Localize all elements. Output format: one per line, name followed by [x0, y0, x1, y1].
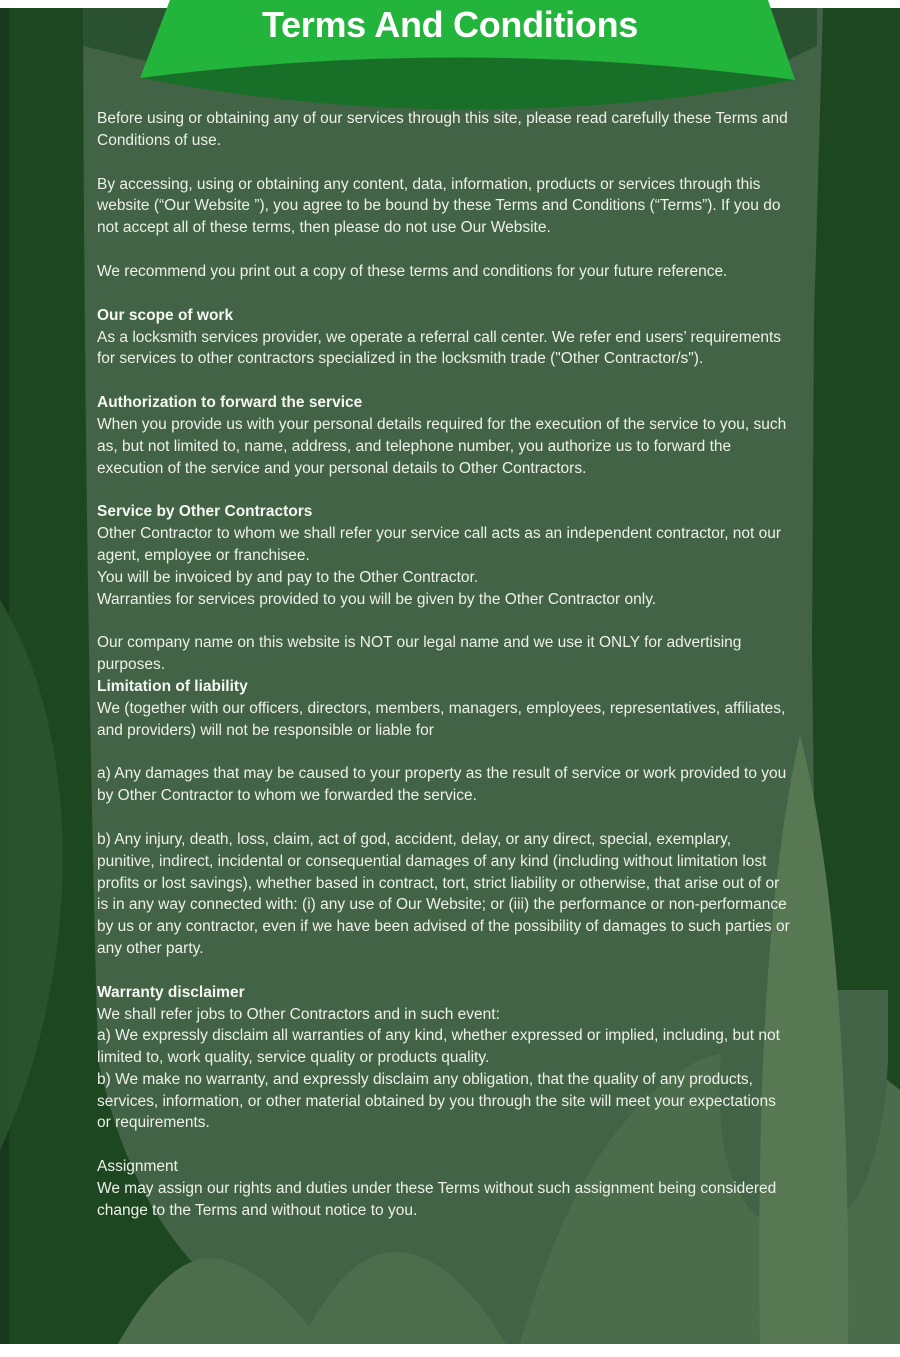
section-heading: Limitation of liability	[97, 677, 248, 695]
terms-paragraph: By accessing, using or obtaining any content, data, information, products or services through this website (“Our Website ”), you agree to be bound by these Terms and Conditions (“Terms”). If you do not accept all of these terms, then please do not use Our Website.	[97, 175, 781, 237]
terms-paragraph: When you provide us with your personal details required for the execution of the service to you, such as, but not limited to, name, address, and telephone number, you authorize us to forward the execution of the service and your personal details to Other Contractors.	[97, 415, 787, 477]
section-heading: Service by Other Contractors	[97, 503, 313, 521]
terms-paragraph: Our company name on this website is NOT our legal name and we use it ONLY for advertising purposes.	[97, 634, 742, 674]
terms-paragraph: Warranties for services provided to you will be given by the Other Contractor only.	[97, 590, 657, 608]
terms-paragraph: We may assign our rights and duties under these Terms without such assignment being considered change to the Terms and without notice to you.	[97, 1180, 777, 1219]
terms-paragraph: We shall refer jobs to Other Contractors and in such event:	[97, 1005, 500, 1023]
terms-paragraph: You will be invoiced by and pay to the Other Contractor.	[97, 568, 479, 586]
terms-paragraph: b) We make no warranty, and expressly disclaim any obligation, that the quality of any products, services, information, or other material obtained by you through the site will meet your expectations or requirements.	[97, 1070, 776, 1132]
terms-paragraph: We (together with our officers, directors, members, managers, employees, representatives, affiliates, and providers) will not be responsible or liable for	[97, 699, 786, 739]
section-heading: Warranty disclaimer	[97, 983, 245, 1001]
section-heading: Authorization to forward the service	[97, 394, 363, 412]
terms-paragraph: As a locksmith services provider, we operate a referral call center. We refer end users’ requirements for services to other contractors specialized in the locksmith trade ("Other Contractor/s").	[97, 328, 782, 368]
terms-paragraph: Before using or obtaining any of our services through this site, please read carefully these Terms and Conditions of use.	[97, 110, 788, 149]
terms-paragraph: Assignment	[97, 1158, 178, 1176]
terms-paragraph: a) We expressly disclaim all warranties of any kind, whether expressed or implied, including, but not limited to, work quality, service quality or products quality.	[97, 1027, 780, 1067]
terms-paragraph: b) Any injury, death, loss, claim, act of god, accident, delay, or any direct, special, exemplary, punitive, indirect, incidental or consequential damages of any kind (including without limitation lost profits or lost savings), whether based in contract, tort, strict liability or otherwise, that arise out of or is in any way connected with: (i) any use of Our Website; or (iii) the performance or non-performance by us or any contractor, even if we have been advised of the possibility of damages to such parties or any other party.	[97, 830, 790, 957]
terms-paragraph: Other Contractor to whom we shall refer your service call acts as an independent contractor, not our agent, employee or franchisee.	[97, 525, 782, 564]
terms-paragraph: We recommend you print out a copy of these terms and conditions for your future reference.	[97, 262, 728, 280]
section-heading: Our scope of work	[97, 306, 234, 324]
terms-content	[97, 108, 791, 1222]
page-title: Terms And Conditions	[262, 4, 638, 45]
terms-paragraph: a) Any damages that may be caused to your property as the result of service or work provided to you by Other Contractor to whom we forwarded the service.	[97, 765, 787, 805]
